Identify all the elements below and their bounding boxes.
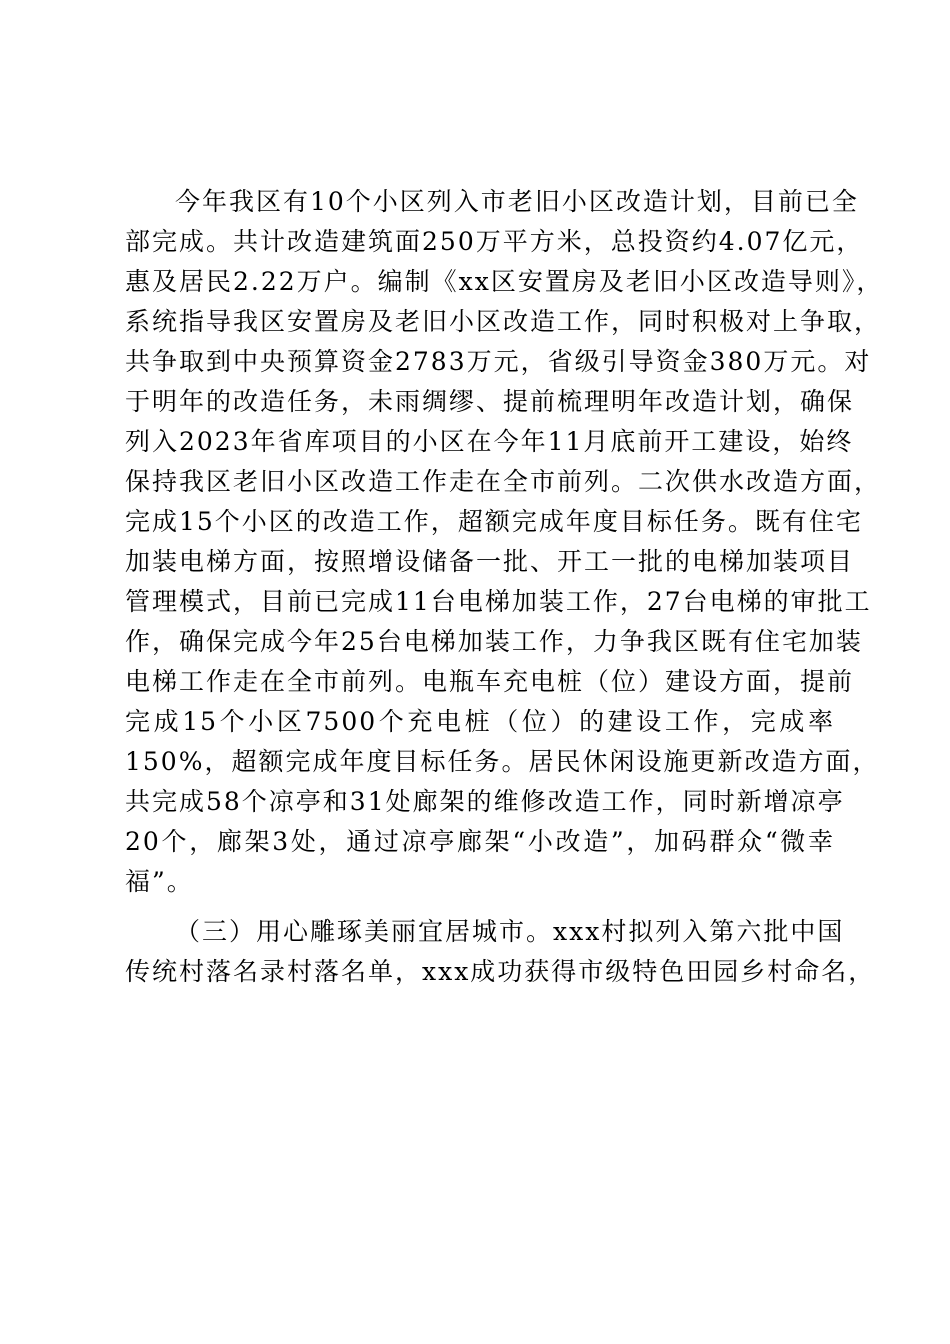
paragraph1-line-9: 完成15个小区的改造工作，超额完成年度目标任务。既有住宅 xyxy=(125,507,863,536)
paragraph1-line-3: 惠及居民2.22万户。编制《xx区安置房及老旧小区改造导则》， xyxy=(125,267,884,296)
paragraph1-line-17: 20个，廊架3处，通过凉亭廊架“小改造”，加码群众“微幸 xyxy=(125,827,835,856)
paragraph1-line-6: 于明年的改造任务，未雨绸缪、提前梳理明年改造计划，确保 xyxy=(125,387,855,416)
paragraph1-line-18: 福”。 xyxy=(125,867,194,896)
paragraph1-line-14: 完成15个小区7500个充电桩（位）的建设工作，完成率 xyxy=(125,707,835,736)
paragraph1-line-7: 列入2023年省库项目的小区在今年11月底前开工建设，始终 xyxy=(125,427,854,456)
paragraph1-line-16: 共完成58个凉亭和31处廊架的维修改造工作，同时新增凉亭 xyxy=(125,787,845,816)
paragraph2-line-1 xyxy=(175,917,845,947)
paragraph1-line-1: 今年我区有10个小区列入市老旧小区改造计划，目前已全 xyxy=(175,187,859,216)
paragraph1-line-13: 电梯工作走在全市前列。电瓶车充电桩（位）建设方面，提前 xyxy=(125,667,855,696)
paragraph1-line-5: 共争取到中央预算资金2783万元，省级引导资金380万元。对 xyxy=(125,347,872,376)
paragraph1-line-8: 保持我区老旧小区改造工作走在全市前列。二次供水改造方面， xyxy=(125,467,882,496)
paragraph2-line-1-rest: xxx村拟列入第六批中国 xyxy=(553,917,845,946)
paragraph1-line-10: 加装电梯方面，按照增设储备一批、开工一批的电梯加装项目 xyxy=(125,547,855,576)
paragraph1-line-12: 作，确保完成今年25台电梯加装工作，力争我区既有住宅加装 xyxy=(125,627,863,656)
paragraph1-line-11: 管理模式，目前已完成11台电梯加装工作，27台电梯的审批工 xyxy=(125,587,872,616)
paragraph2-line-2: 传统村落名录村落名单，xxx成功获得市级特色田园乡村命名， xyxy=(125,957,876,986)
paragraph1-line-15: 150%，超额完成年度目标任务。居民休闲设施更新改造方面， xyxy=(125,747,880,776)
paragraph1-line-4: 系统指导我区安置房及老旧小区改造工作，同时积极对上争取， xyxy=(125,307,882,336)
paragraph1-line-2: 部完成。共计改造建筑面250万平方米，总投资约4.07亿元， xyxy=(125,227,864,256)
section-heading: （三）用心雕琢美丽宜居城市。 xyxy=(175,917,554,946)
